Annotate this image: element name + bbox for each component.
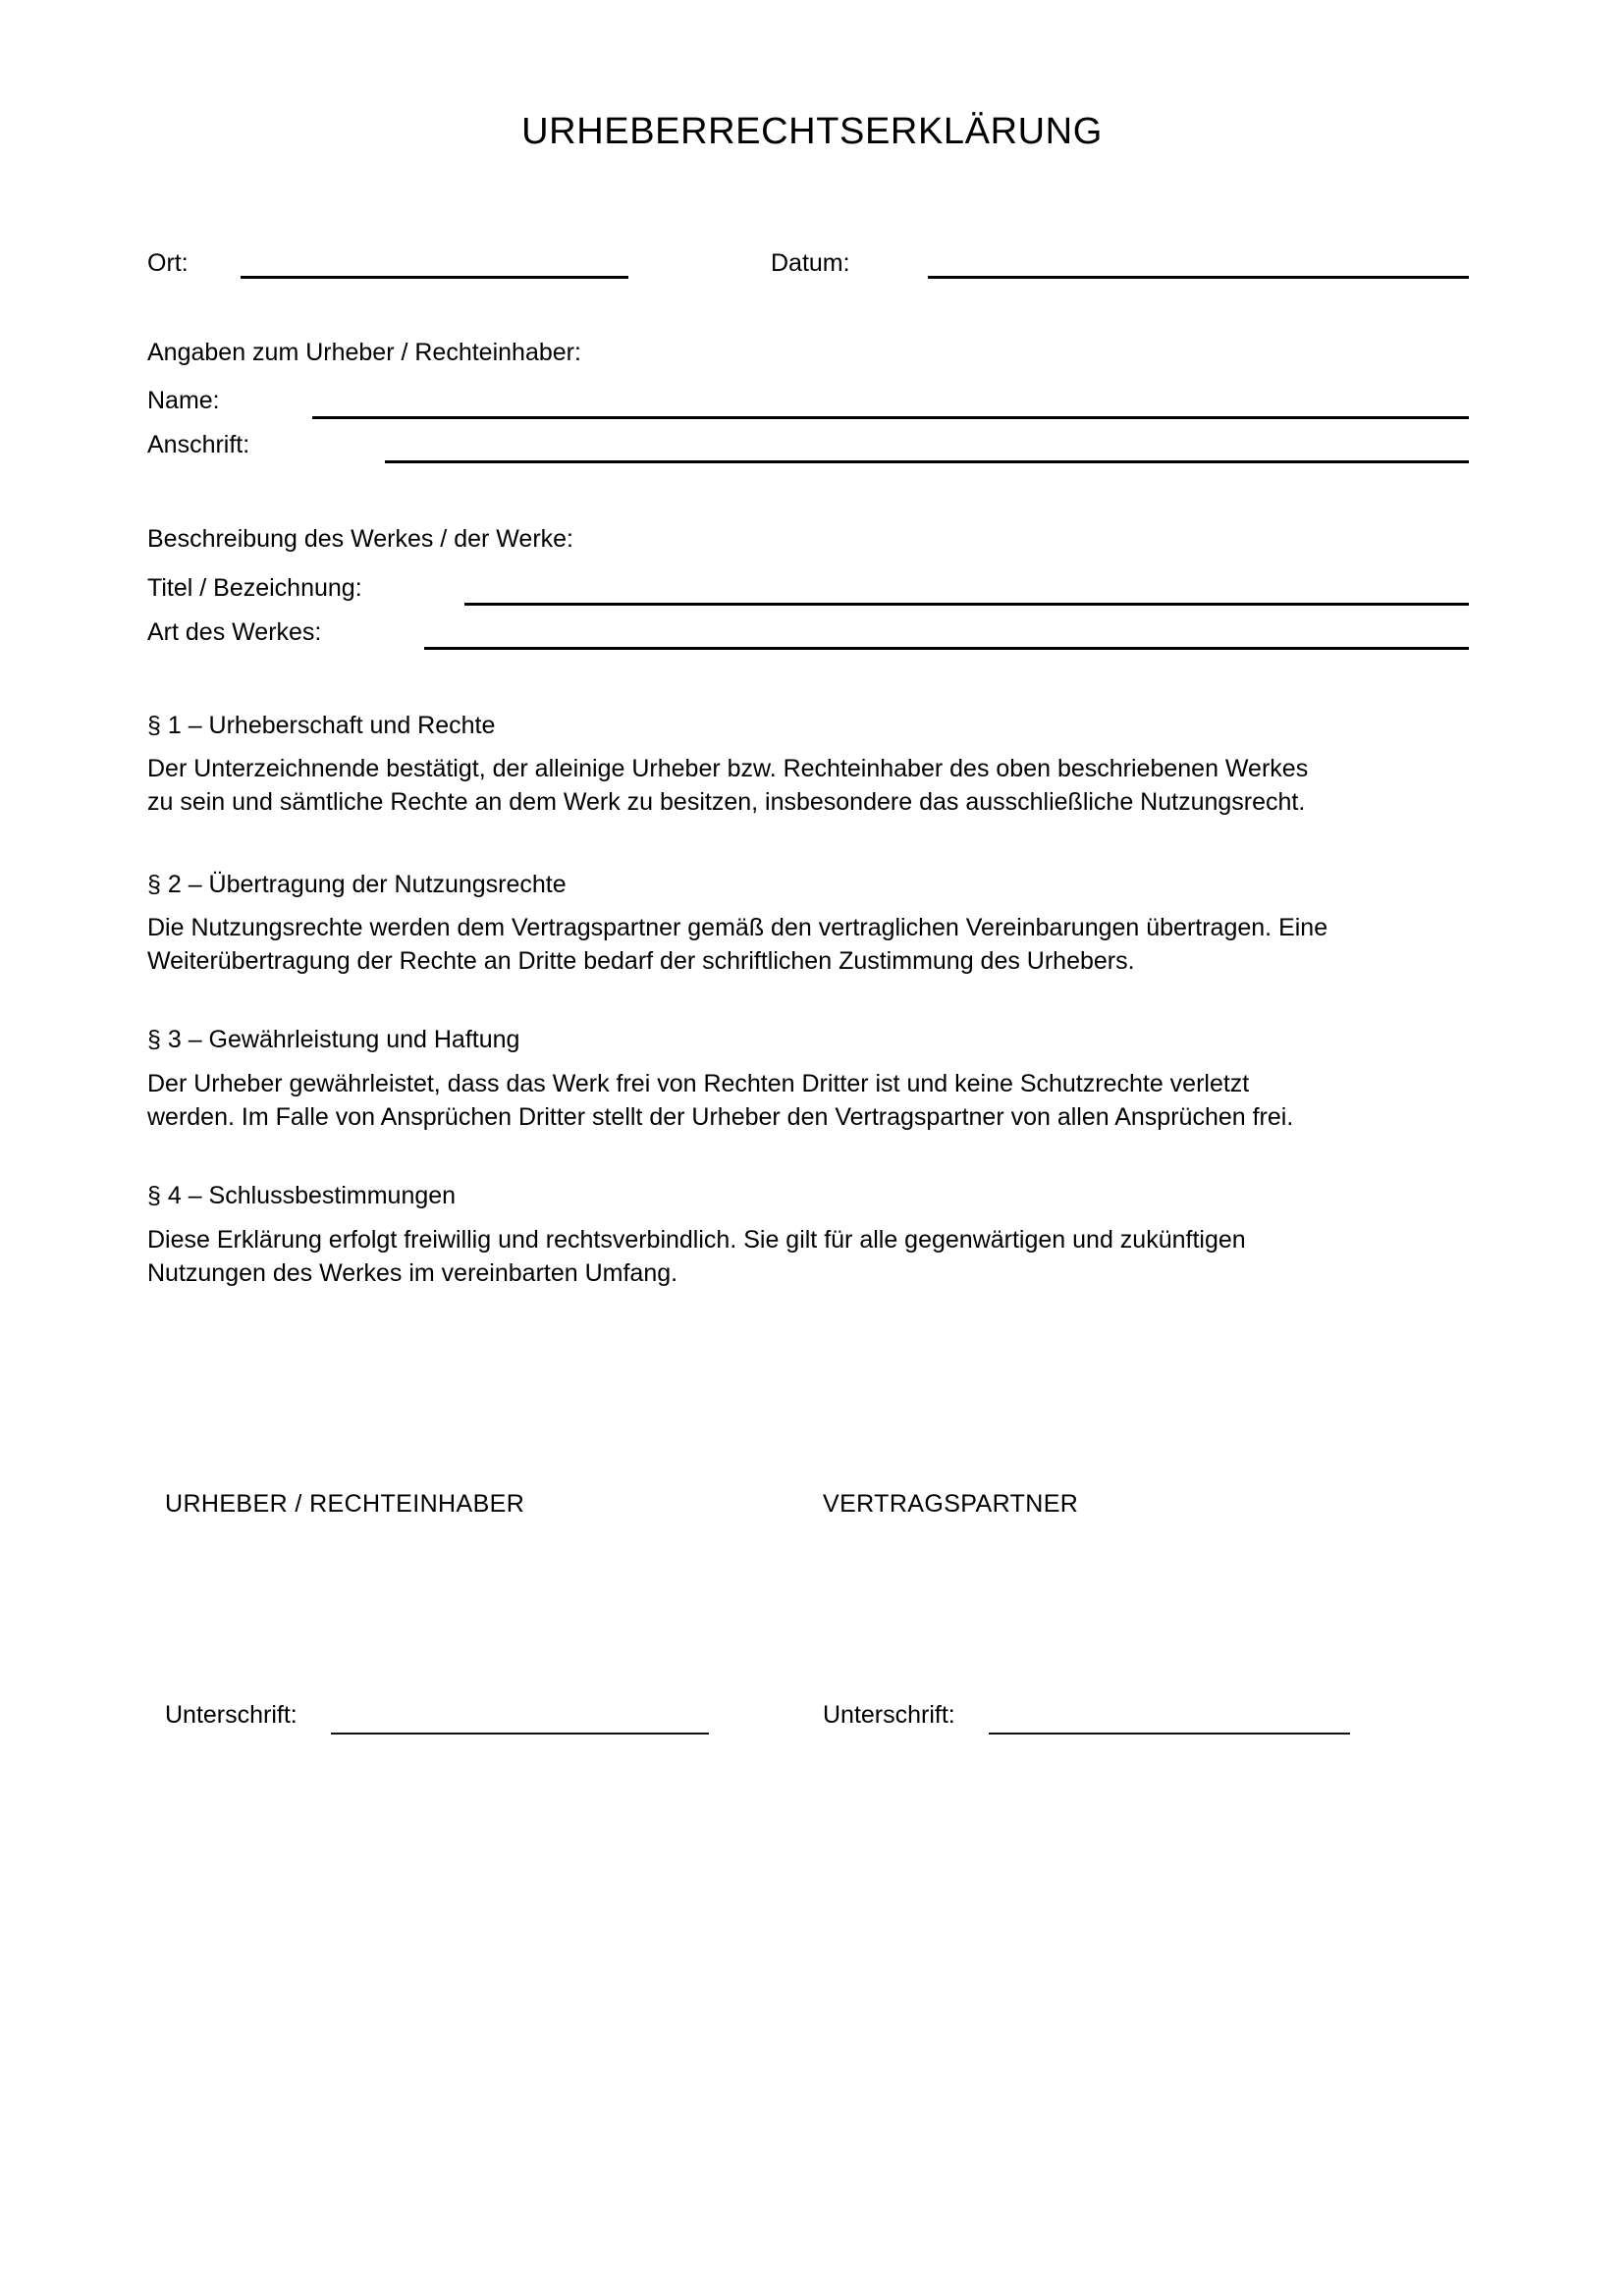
clause-body-line: Die Nutzungsrechte werden dem Vertragspartner gemäß den vertraglichen Vereinbarungen übertragen. Eine <box>147 914 1328 941</box>
place-input-rule[interactable] <box>241 276 628 279</box>
clause-body-line: Diese Erklärung erfolgt freiwillig und rechtsverbindlich. Sie gilt für alle gegenwärtigen und zukünftigen <box>147 1226 1246 1254</box>
clause-body-line: Der Unterzeichnende bestätigt, der alleinige Urheber bzw. Rechteinhaber des oben beschriebenen Werkes <box>147 755 1309 782</box>
signature-label-left: Unterschrift: <box>165 1701 298 1729</box>
clause-heading-3: § 3 – Gewährleistung und Haftung <box>147 1026 520 1053</box>
clause-body-line: Nutzungen des Werkes im vereinbarten Umfang. <box>147 1259 678 1287</box>
date-input-rule[interactable] <box>928 276 1469 279</box>
clause-heading-2: § 2 – Übertragung der Nutzungsrechte <box>147 871 567 898</box>
clause-body-line: Weiterübertragung der Rechte an Dritte bedarf der schriftlichen Zustimmung des Urhebers. <box>147 947 1135 975</box>
work-title-input-rule[interactable] <box>464 603 1469 606</box>
name-label: Name: <box>147 387 220 414</box>
signature-input-rule-left[interactable] <box>331 1733 709 1735</box>
author-section-heading: Angaben zum Urheber / Rechteinhaber: <box>147 339 581 366</box>
work-section-heading: Beschreibung des Werkes / der Werke: <box>147 525 573 553</box>
clause-heading-1: § 1 – Urheberschaft und Rechte <box>147 712 496 739</box>
clause-body-line: zu sein und sämtliche Rechte an dem Werk zu besitzen, insbesondere das ausschließliche Nutzungsrecht. <box>147 788 1306 816</box>
name-input-rule[interactable] <box>312 416 1469 419</box>
clause-body-line: Der Urheber gewährleistet, dass das Werk frei von Rechten Dritter ist und keine Schutzrechte verletzt <box>147 1070 1250 1097</box>
signature-input-rule-right[interactable] <box>989 1733 1350 1735</box>
place-label: Ort: <box>147 249 189 277</box>
address-label: Anschrift: <box>147 431 250 458</box>
work-title-label: Titel / Bezeichnung: <box>147 574 362 602</box>
work-type-input-rule[interactable] <box>424 647 1469 650</box>
signature-party-title-right: VERTRAGSPARTNER <box>823 1490 1079 1518</box>
clause-body-line: werden. Im Falle von Ansprüchen Dritter stellt der Urheber den Vertragspartner von allen Ansprüchen frei. <box>147 1103 1294 1131</box>
date-label: Datum: <box>771 249 850 277</box>
signature-party-title-left: URHEBER / RECHTEINHABER <box>165 1490 525 1518</box>
address-input-rule[interactable] <box>385 460 1469 463</box>
signature-label-right: Unterschrift: <box>823 1701 955 1729</box>
page-title: URHEBERRECHTSERKLÄRUNG <box>521 111 1103 152</box>
clause-heading-4: § 4 – Schlussbestimmungen <box>147 1182 457 1209</box>
work-type-label: Art des Werkes: <box>147 618 322 646</box>
